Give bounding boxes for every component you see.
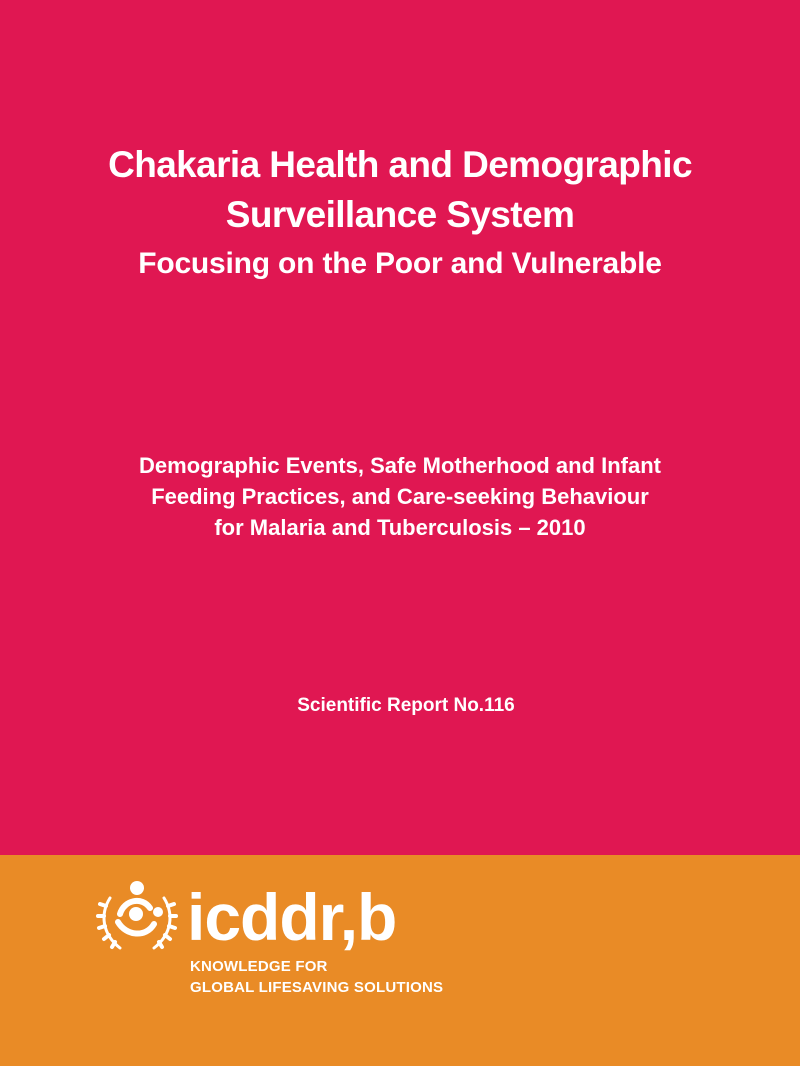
description-line-3: for Malaria and Tuberculosis – 2010	[214, 515, 586, 540]
description-line-1: Demographic Events, Safe Motherhood and Infant	[139, 453, 661, 478]
title-line-1: Chakaria Health and Demographic	[108, 144, 692, 185]
logo-tagline	[190, 956, 443, 998]
tagline-line-1: KNOWLEDGE FOR	[190, 958, 328, 975]
title-line-2: Surveillance System	[225, 194, 575, 235]
tagline-line-2: GLOBAL LIFESAVING SOLUTIONS	[190, 979, 444, 996]
icddrb-emblem-icon	[96, 876, 178, 958]
description-line-2: Feeding Practices, and Care-seeking Behaviour	[151, 484, 649, 509]
report-subtitle: Focusing on the Poor and Vulnerable	[138, 247, 662, 280]
report-title	[0, 140, 800, 284]
report-description	[0, 450, 800, 543]
report-number: Scientific Report No.116	[297, 695, 515, 716]
icddrb-wordmark: icddr,b	[187, 880, 397, 954]
